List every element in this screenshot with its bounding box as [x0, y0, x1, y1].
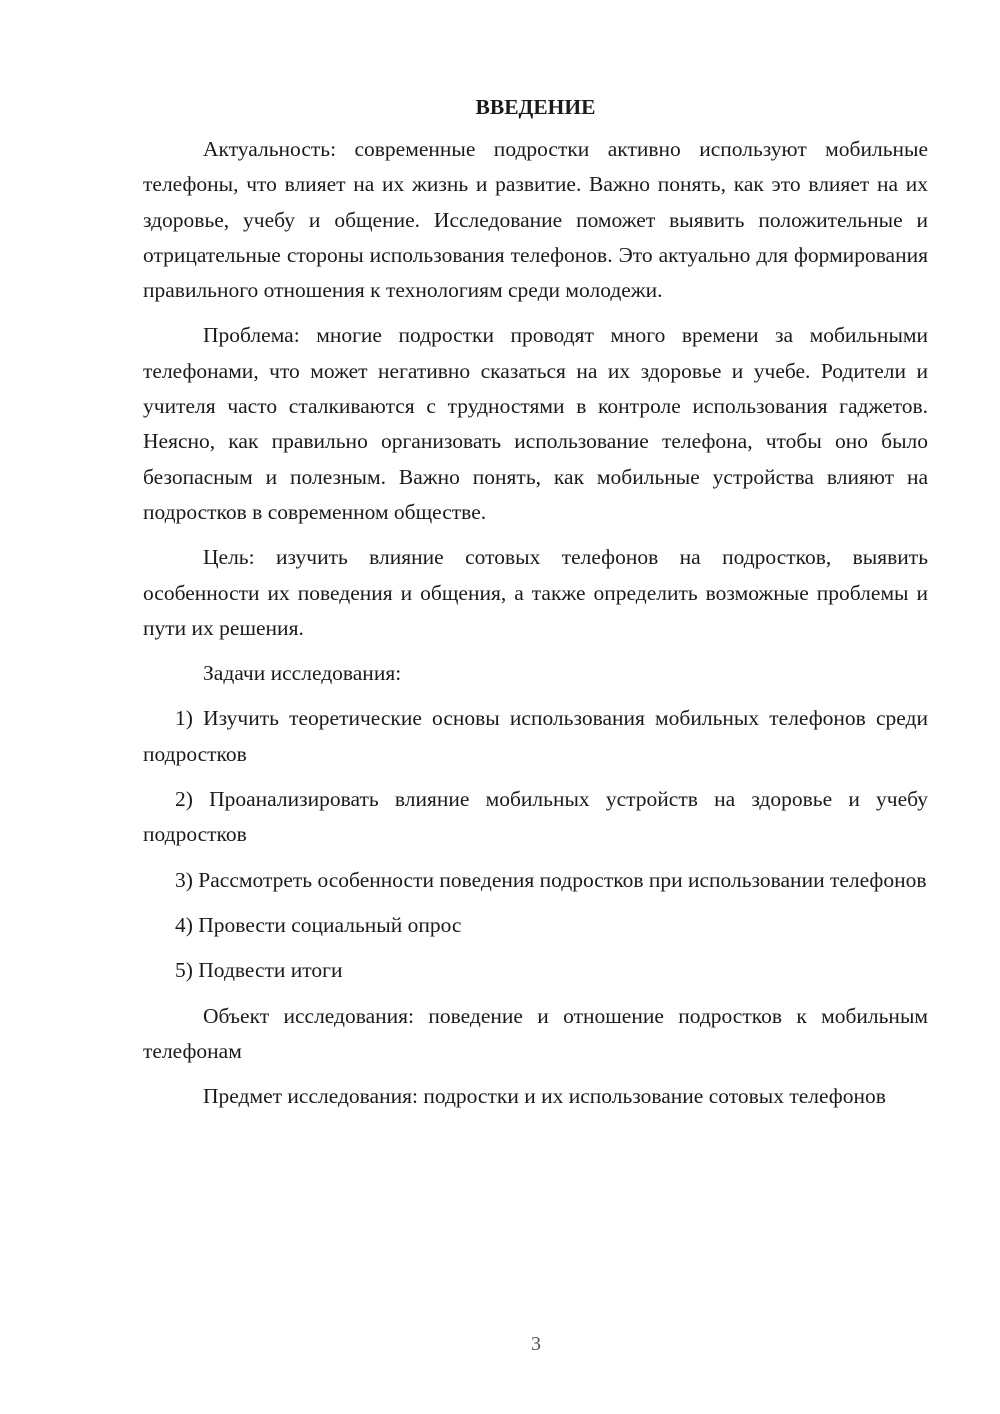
page-number: 3	[531, 1333, 541, 1355]
tasks-intro: Задачи исследования:	[203, 661, 402, 686]
task-item-5: 5) Подвести итоги	[175, 958, 343, 983]
task-item-3: 3) Рассмотреть особенности поведения подростков при использовании телефонов	[175, 867, 927, 892]
task-item-1: 1) Изучить теоретические основы использования мобильных телефонов среди подростков	[143, 706, 928, 766]
research-subject-paragraph: Предмет исследования: подростки и их использование сотовых телефонов	[203, 1084, 886, 1109]
research-object-paragraph: Объект исследования: поведение и отношение подростков к мобильным телефонам	[143, 1003, 928, 1063]
document-page	[143, 92, 928, 1124]
problem-paragraph: Проблема: многие подростки проводят много времени за мобильными телефонами, что может негативно сказаться на их здоровье и учебе. Родители и учителя часто сталкиваются с трудностями в контроле использования гаджетов. Неясно, как правильно организовать использование телефона, чтобы оно было безопасным и полезным. Важно понять, как мобильные устройства влияют на подростков в современном обществе.	[143, 323, 928, 524]
task-item-4: 4) Провести социальный опрос	[175, 912, 462, 937]
relevance-paragraph: Актуальность: современные подростки активно используют мобильные телефоны, что влияет на их жизнь и развитие. Важно понять, как это влияет на их здоровье, учебу и общение. Исследование поможет выявить положительные и отрицательные стороны использования телефонов. Это актуально для формирования правильного отношения к технологиям среди молодежи.	[143, 137, 928, 303]
goal-paragraph: Цель: изучить влияние сотовых телефонов на подростков, выявить особенности их поведения и общения, а также определить возможные проблемы и пути их решения.	[143, 545, 928, 640]
task-item-2: 2) Проанализировать влияние мобильных устройств на здоровье и учебу подростков	[143, 787, 928, 847]
section-heading: ВВЕДЕНИЕ	[475, 95, 596, 119]
